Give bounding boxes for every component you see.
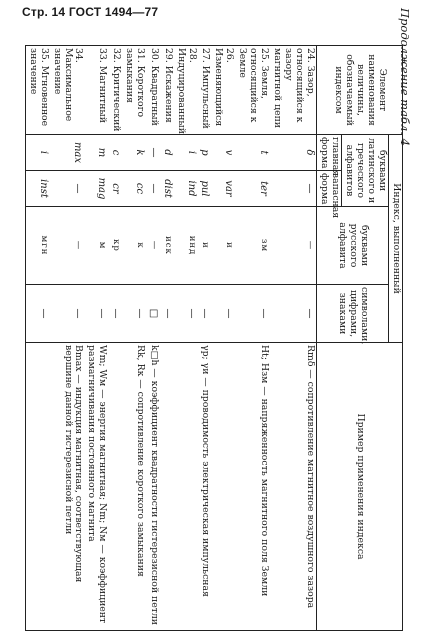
row-russian: и [198,207,212,285]
row-name: 26. Изменяющийся [212,46,236,135]
rotated-table-container [18,45,403,630]
row-symbol: — [270,285,316,343]
row-reserve-form: — [270,171,316,207]
header-main-form: главная форма [317,135,342,171]
row-name: 31. Короткого замыкания [122,46,146,135]
row-main-form: k [122,135,146,171]
row-main-form: p [198,135,212,171]
row-russian: иск [160,207,174,285]
row-reserve-form: cr [108,171,122,207]
table-row [270,46,316,631]
table-row [235,46,270,631]
row-main-form: c [108,135,122,171]
row-symbol: — [235,285,270,343]
row-reserve-form: mag [85,171,109,207]
row-name: 29. Искажения [160,46,174,135]
row-main-form: t [235,135,270,171]
row-reserve-form: cc [122,171,146,207]
header-russian: буквами русского алфавита [317,207,389,285]
table-row [212,46,236,631]
row-symbol: — [108,285,122,343]
row-russian: зм [235,207,270,285]
row-symbol: — [160,285,174,343]
table-row [108,46,122,631]
row-name: 35. Мгновенное значение [25,46,49,135]
header-index-group: Индекс, выполненный [389,135,403,343]
table-row [122,46,146,631]
row-main-form: m [85,135,109,171]
row-main-form: δ [270,135,316,171]
row-example [174,343,198,631]
header-symbols: символами, цифрами, знаками [317,285,389,343]
index-table [25,45,403,631]
row-reserve-form: pul [198,171,212,207]
row-main-form: i [174,135,198,171]
row-symbol: — [212,285,236,343]
row-symbol: — [174,285,198,343]
row-example [160,343,174,631]
row-name: 34. Максимальное значение [50,46,85,135]
row-example: γp; γи — проводимость электрическая импульсная [198,343,212,631]
table-row [85,46,109,631]
row-example: Bmax — индукция магнитная, соответствующая вершине данной гистерезисной петли [50,343,85,631]
row-russian: м [85,207,109,285]
row-main-form: max [50,135,85,171]
row-symbol: — [50,285,85,343]
row-example: Wm; Wм — энергия магнитная; Nm; Nм — коэффициент размагничивания постоянного магнита [85,343,109,631]
row-russian: — [146,207,160,285]
row-symbol: — [198,285,212,343]
row-russian: к [122,207,146,285]
table-row [160,46,174,631]
row-main-form: d [160,135,174,171]
table-row [50,46,85,631]
row-name: 25. Земля, относящийся к Земле [235,46,270,135]
row-example: k□h — коэффициент квадратности гистерезисной петли [146,343,160,631]
row-name: 28. Индуцированный [174,46,198,135]
header-element: Элемент наименования величины, обозначаемый индексом [317,46,403,135]
row-reserve-form: var [212,171,236,207]
table-row [198,46,212,631]
row-name: 24. Зазор, относящийся к зазору магнитной цепи [270,46,316,135]
table-row [25,46,49,631]
row-russian: инд [174,207,198,285]
row-russian: — [270,207,316,285]
table-continuation-label: Продолжение табл. 4 [398,8,412,146]
row-main-form: — [146,135,160,171]
row-example [25,343,49,631]
row-main-form: v [212,135,236,171]
row-reserve-form: — [50,171,85,207]
row-russian: мгн [25,207,49,285]
row-example: Ht; Hзм — напряженность магнитного поля Земли [235,343,270,631]
row-example: Rmδ — сопротивление магнитное воздушного зазора [270,343,316,631]
row-reserve-form: ind [174,171,198,207]
row-example [108,343,122,631]
row-reserve-form: inst [25,171,49,207]
row-russian: и [212,207,236,285]
row-example [212,343,236,631]
row-name: 32. Критический [108,46,122,135]
table-row [146,46,160,631]
header-latin-greek: буквами латинского и греческого алфавитов [342,135,389,207]
header-reserve-form: запасная форма [317,171,342,207]
row-reserve-form: — [146,171,160,207]
row-symbol: — [85,285,109,343]
row-name: 30. Квадратный [146,46,160,135]
row-russian: кр [108,207,122,285]
row-reserve-form: ter [235,171,270,207]
table-body [25,46,317,631]
row-main-form: i [25,135,49,171]
row-symbol: — [122,285,146,343]
row-symbol: □ [146,285,160,343]
table-row [174,46,198,631]
header-example: Пример применения индекса [317,343,403,631]
row-russian: — [50,207,85,285]
row-name: 27. Импульсный [198,46,212,135]
page-header: Стр. 14 ГОСТ 1494—77 [22,5,159,19]
row-name: 33. Магнитный [85,46,109,135]
row-symbol: — [25,285,49,343]
row-reserve-form: dist [160,171,174,207]
row-example: Rk, Rк — сопротивление короткого замыкания [122,343,146,631]
